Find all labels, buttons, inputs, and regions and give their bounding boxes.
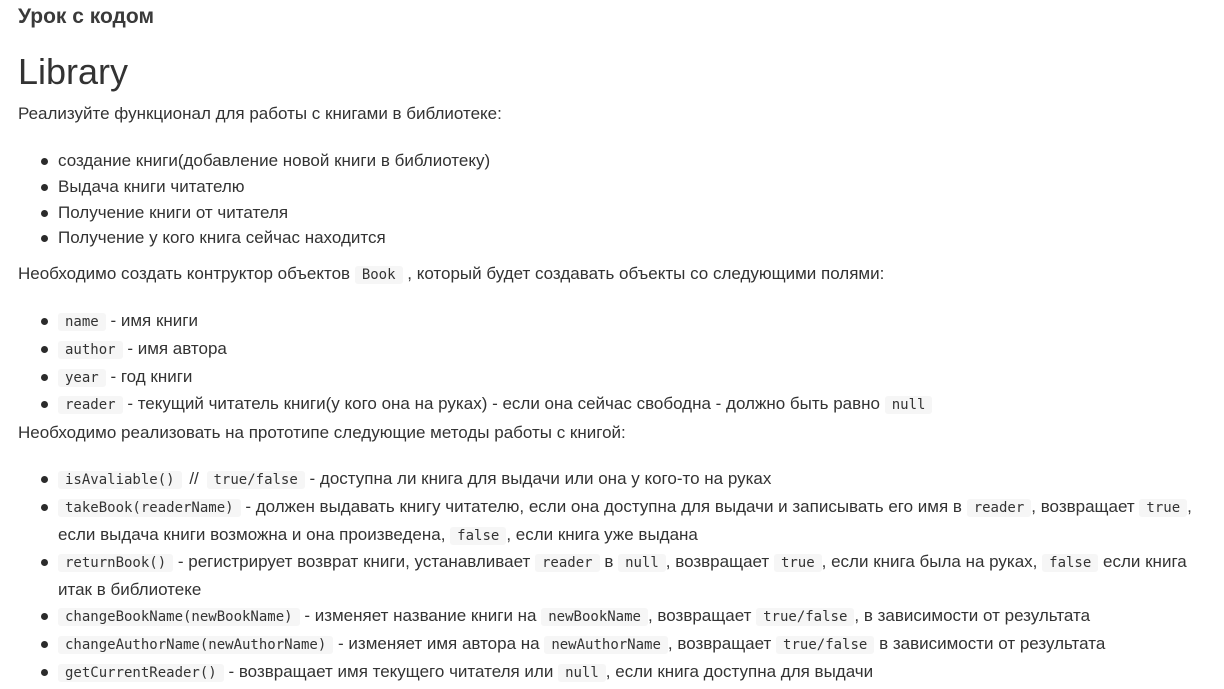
method-item-isavaliable — [18, 466, 1208, 494]
constructor-text-after: , который будет создавать объекты со следующими полями: — [407, 264, 885, 283]
method-code: newBookName — [541, 608, 648, 626]
field-code: author — [58, 341, 123, 359]
method-text: , в зависимости от результата — [854, 605, 1091, 625]
method-code: false — [450, 527, 506, 545]
list-item: Получение у кого книга сейчас находится — [18, 225, 490, 251]
method-code: true/false — [207, 471, 305, 489]
field-desc: - текущий читатель книги(у кого она на руках) - если она сейчас свободна - должно быть равно — [127, 394, 881, 414]
method-code: null — [558, 664, 606, 682]
method-text: - возвращает имя текущего читателя или — [228, 661, 554, 681]
field-desc: - имя автора — [127, 338, 227, 358]
field-item-name — [18, 308, 932, 336]
code-book: Book — [355, 266, 403, 284]
method-code: false — [1042, 554, 1098, 572]
method-text: - должен выдавать книгу читателю, если она доступна для выдачи и записывать его имя в — [245, 496, 962, 516]
method-code: getCurrentReader() — [58, 664, 224, 682]
method-item-changeauthorname — [18, 631, 1208, 659]
method-code: reader — [535, 554, 600, 572]
method-item-getcurrentreader — [18, 659, 1208, 687]
method-text: // — [189, 469, 199, 488]
constructor-text-before: Необходимо создать контруктор объектов — [18, 264, 351, 283]
method-text: - изменяет название книги на — [304, 605, 537, 625]
method-code: true/false — [756, 608, 854, 626]
lesson-header: Урок с кодом — [18, 5, 154, 28]
method-text: , возвращает — [1031, 496, 1135, 516]
field-desc: - имя книги — [110, 311, 198, 330]
method-code: true — [1139, 499, 1187, 517]
method-text: , возвращает — [667, 633, 772, 653]
method-text: , если выдача книги возможна и она произведена, — [58, 496, 1192, 544]
method-code: true/false — [776, 636, 874, 654]
method-item-changebookname — [18, 603, 1208, 631]
fields-list — [18, 308, 932, 419]
method-text: - регистрирует возврат книги, устанавливает — [177, 552, 531, 572]
field-desc: - год книги — [110, 366, 193, 386]
features-list — [18, 148, 490, 251]
field-item-author — [18, 336, 932, 364]
field-code: reader — [58, 396, 123, 414]
method-text: , если книга доступна для выдачи — [605, 661, 874, 681]
field-code-null: null — [885, 396, 933, 414]
method-code: takeBook(readerName) — [58, 499, 241, 517]
method-code: null — [618, 554, 666, 572]
method-text: , возвращает — [665, 552, 770, 572]
method-text: в зависимости от результата — [879, 633, 1106, 653]
method-item-returnbook — [18, 549, 1208, 603]
method-item-takebook — [18, 494, 1208, 550]
field-code: year — [58, 369, 106, 387]
list-item: Выдача книги читателю — [18, 174, 490, 200]
method-code: isAvaliable() — [58, 471, 182, 489]
field-code: name — [58, 313, 106, 331]
method-text: - доступна ли книга для выдачи или она у кого-то на руках — [309, 469, 772, 488]
method-text: в — [604, 552, 614, 572]
method-text: , если книга уже выдана — [506, 524, 698, 544]
method-code: changeAuthorName(newAuthorName) — [58, 636, 333, 654]
field-item-year — [18, 364, 932, 392]
method-code: reader — [967, 499, 1032, 517]
methods-intro-paragraph: Необходимо реализовать на прототипе следующие методы работы с книгой: — [18, 423, 626, 442]
list-item: создание книги(добавление новой книги в библиотеку) — [18, 148, 490, 174]
method-code: changeBookName(newBookName) — [58, 608, 300, 626]
method-text: , если книга была на руках, — [821, 552, 1038, 572]
page-title: Library — [18, 51, 129, 92]
field-item-reader — [18, 391, 932, 419]
method-text: - изменяет имя автора на — [338, 633, 540, 653]
intro-paragraph: Реализуйте функционал для работы с книгами в библиотеке: — [18, 104, 502, 123]
methods-list — [18, 466, 1208, 686]
method-code: true — [774, 554, 822, 572]
method-text: , возвращает — [647, 605, 752, 625]
method-code: newAuthorName — [544, 636, 668, 654]
method-text: если книга итак в библиотеке — [58, 552, 1187, 600]
list-item: Получение книги от читателя — [18, 200, 490, 226]
method-code: returnBook() — [58, 554, 173, 572]
constructor-paragraph — [18, 262, 884, 287]
